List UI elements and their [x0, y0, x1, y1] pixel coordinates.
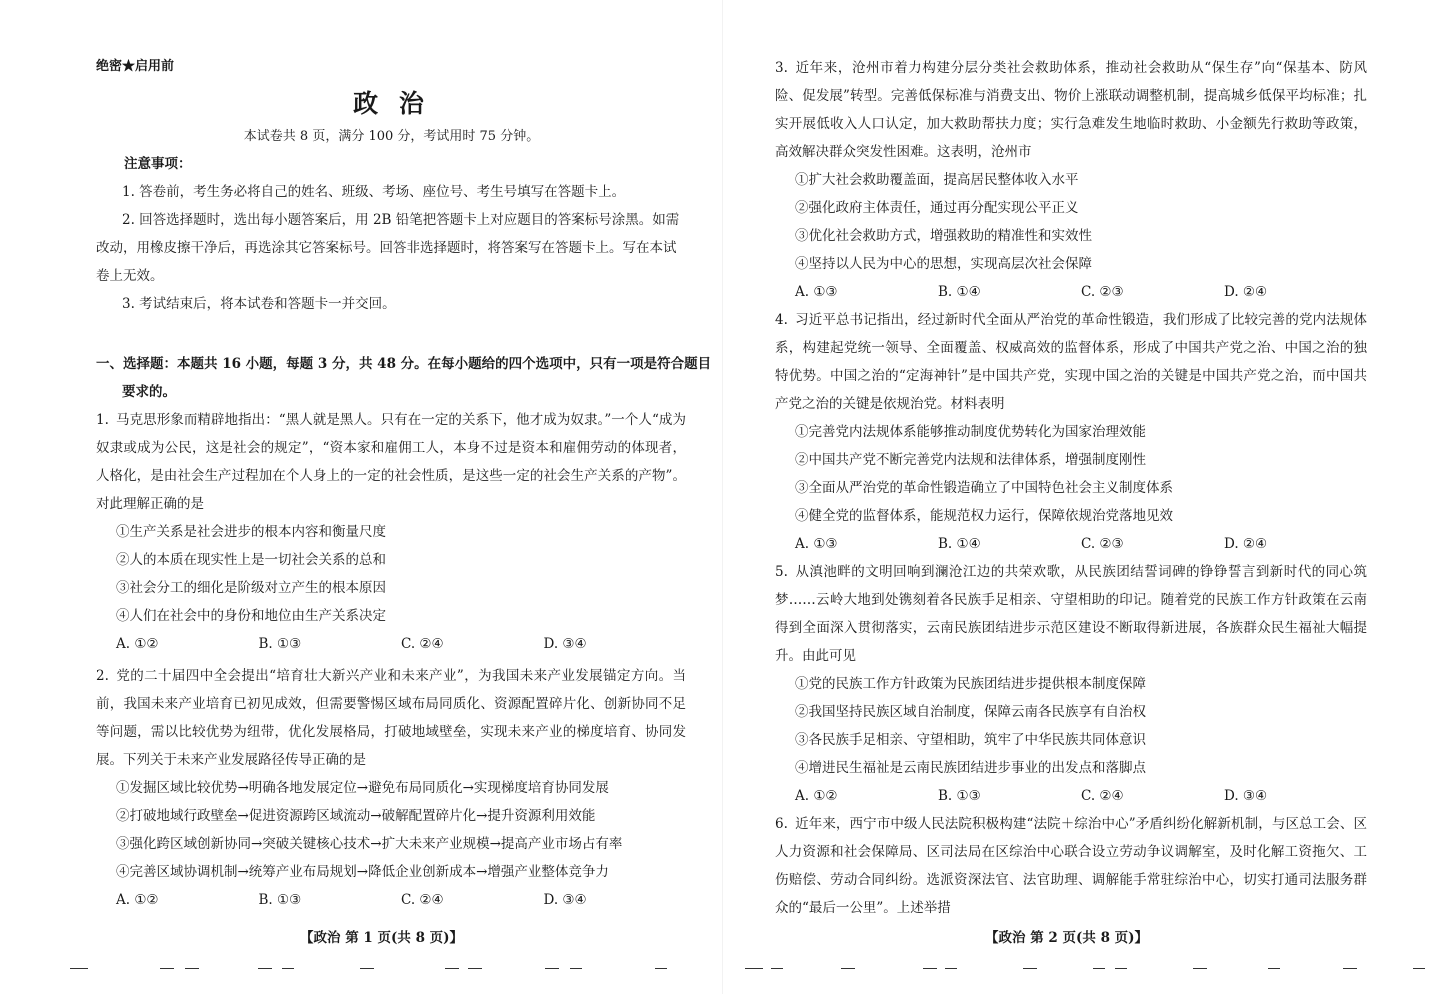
statement: ①生产关系是社会进步的根本内容和衡量尺度 — [116, 524, 386, 540]
notice-item: 1. 答卷前，考生务必将自己的姓名、班级、考场、座位号、考生号填写在答题卡上。 — [122, 184, 626, 200]
question-number: 1. — [96, 412, 109, 428]
option-d: D. ③④ — [543, 636, 587, 652]
margin-dashes — [723, 968, 1446, 970]
exam-title: 政 治 — [353, 89, 430, 118]
statement: ③各民族手足相亲、守望相助，筑牢了中华民族共同体意识 — [795, 732, 1146, 748]
statement: ②打破地域行政壁垒→促进资源跨区域流动→破解配置碎片化→提升资源利用效能 — [116, 808, 596, 824]
option-d: D. ②④ — [1224, 536, 1268, 552]
question-number: 2. — [96, 668, 109, 684]
answer-options — [96, 886, 686, 914]
option-b: B. ①③ — [938, 788, 981, 804]
statement: ③全面从严治党的革命性锻造确立了中国特色社会主义制度体系 — [795, 480, 1173, 496]
question-stem: 1. 马克思形象而精辟地指出：“黑人就是黑人。只有在一定的关系下，他才成为奴隶。”一个人“成为奴隶或成为公民，这是社会的规定”，“资本家和雇佣工人，本身不过是资本和雇佣劳动的体现者，人格化，是由社会生产过程加在个人身上的一定的社会性质，是这些一定的社会生产关系的产物”。对此理解正确的是 — [96, 406, 686, 518]
question-stem: 6. 近年来，西宁市中级人民法院积极构建“法院＋综治中心”矛盾纠纷化解新机制，与区总工会、区人力资源和社会保障局、区司法局在区综治中心联合设立劳动争议调解室，及时化解工资拖欠、工伤赔偿、劳动合同纠纷。选派资深法官、法官助理、调解能手常驻综治中心，切实打通司法服务群众的“最后一公里”。上述举措 — [775, 810, 1367, 922]
statement: ③优化社会救助方式，增强救助的精准性和实效性 — [795, 228, 1092, 244]
page-footer: 【政治 第 2 页(共 8 页)】 — [985, 930, 1149, 946]
option-b: B. ①③ — [258, 892, 302, 908]
option-c: C. ②④ — [401, 892, 444, 908]
notice-heading: 注意事项： — [124, 156, 192, 172]
question-stem: 5. 从滇池畔的文明回响到澜沧江边的共荣欢歌，从民族团结誓词碑的铮铮誓言到新时代的同心筑梦……云岭大地到处镌刻着各民族手足相亲、守望相助的印记。随着党的民族工作方针政策在云南得到全面深入贯彻落实，云南民族团结进步示范区建设不断取得新进展，各族群众民生福祉大幅提升。由此可见 — [775, 558, 1367, 670]
option-a: A. ①② — [116, 636, 159, 652]
statement: ②人的本质在现实性上是一切社会关系的总和 — [116, 552, 386, 568]
question-number: 3. — [775, 60, 788, 76]
statement: ②中国共产党不断完善党内法规和法律体系，增强制度刚性 — [795, 452, 1146, 468]
statement: ②我国坚持民族区域自治制度，保障云南各民族享有自治权 — [795, 704, 1146, 720]
answer-options — [775, 782, 1367, 810]
option-a: A. ①② — [795, 788, 838, 804]
statement: ④健全党的监督体系，能规范权力运行，保障依规治党落地见效 — [795, 508, 1173, 524]
option-c: C. ②④ — [401, 636, 444, 652]
statement: ④坚持以人民为中心的思想，实现高层次社会保障 — [795, 256, 1092, 272]
answer-options — [775, 278, 1367, 306]
question-4 — [775, 306, 1367, 558]
exam-page-2 — [723, 0, 1446, 994]
option-b: B. ①④ — [938, 536, 981, 552]
question-stem: 4. 习近平总书记指出，经过新时代全面从严治党的革命性锻造，我们形成了比较完善的党内法规体系，构建起党统一领导、全面覆盖、权威高效的监督体系，形成了中国共产党之治、中国之治的独特优势。中国之治的“定海神针”是中国共产党，实现中国之治的关键是中国共产党之治，而中国共产党之治的关键是依规治党。材料表明 — [775, 306, 1367, 418]
option-d: D. ②④ — [1224, 284, 1268, 300]
answer-options — [775, 530, 1367, 558]
option-b: B. ①③ — [258, 636, 302, 652]
statement: ③社会分工的细化是阶级对立产生的根本原因 — [116, 580, 386, 596]
option-d: D. ③④ — [543, 892, 587, 908]
question-stem: 2. 党的二十届四中全会提出“培育壮大新兴产业和未来产业”，为我国未来产业发展锚定方向。当前，我国未来产业培育已初见成效，但需要警惕区域布局同质化、资源配置碎片化、创新协同不足等问题，需以比较优势为纽带，优化发展格局，打破地域壁垒，实现未来产业的梯度培育、协同发展。下列关于未来产业发展路径传导正确的是 — [96, 662, 686, 774]
question-6 — [775, 810, 1367, 922]
statement: ①扩大社会救助覆盖面，提高居民整体收入水平 — [795, 172, 1079, 188]
question-number: 6. — [775, 816, 788, 832]
option-c: C. ②③ — [1081, 284, 1124, 300]
question-3 — [775, 54, 1367, 306]
statement: ③强化跨区域创新协同→突破关键核心技术→扩大未来产业规模→提高产业市场占有率 — [116, 836, 623, 852]
option-a: A. ①③ — [795, 536, 838, 552]
question-2 — [96, 662, 686, 914]
statement: ①党的民族工作方针政策为民族团结进步提供根本制度保障 — [795, 676, 1146, 692]
statement: ④人们在社会中的身份和地位由生产关系决定 — [116, 608, 386, 624]
question-number: 4. — [775, 312, 788, 328]
statement: ①发掘区域比较优势→明确各地发展定位→避免布局同质化→实现梯度培育协同发展 — [116, 780, 609, 796]
page-footer: 【政治 第 1 页(共 8 页)】 — [300, 930, 464, 946]
statement: ①完善党内法规体系能够推动制度优势转化为国家治理效能 — [795, 424, 1146, 440]
statement: ②强化政府主体责任，通过再分配实现公平正义 — [795, 200, 1079, 216]
confidential-label: 绝密★启用前 — [96, 59, 175, 74]
notice-item: 3. 考试结束后，将本试卷和答题卡一并交回。 — [122, 296, 396, 312]
question-1 — [96, 406, 686, 658]
option-c: C. ②④ — [1081, 788, 1124, 804]
margin-dashes — [0, 968, 723, 970]
option-d: D. ③④ — [1224, 788, 1268, 804]
option-c: C. ②③ — [1081, 536, 1124, 552]
question-5 — [775, 558, 1367, 810]
section-heading: 一、选择题：本题共 16 小题，每题 3 分，共 48 分。在每小题给的四个选项中，只有一项是符合题目要求的。 — [96, 356, 712, 400]
exam-subtitle: 本试卷共 8 页，满分 100 分，考试用时 75 分钟。 — [243, 129, 540, 144]
statement: ④完善区域协调机制→统筹产业布局规划→降低企业创新成本→增强产业整体竞争力 — [116, 864, 609, 880]
option-a: A. ①③ — [795, 284, 838, 300]
notice-item: 2. 回答选择题时，选出每小题答案后，用 2B 铅笔把答题卡上对应题目的答案标号涂黑。如需改动，用橡皮擦干净后，再选涂其它答案标号。回答非选择题时，将答案写在答题卡上。写在本试卷上无效。 — [96, 212, 680, 284]
statement: ④增进民生福祉是云南民族团结进步事业的出发点和落脚点 — [795, 760, 1146, 776]
question-stem: 3. 近年来，沧州市着力构建分层分类社会救助体系，推动社会救助从“保生存”向“保基本、防风险、促发展”转型。完善低保标准与消费支出、物价上涨联动调整机制，提高城乡低保平均标准；扎实开展低收入人口认定，加大救助帮扶力度；实行急难发生地临时救助、小金额先行救助等政策，高效解决群众突发性困难。这表明，沧州市 — [775, 54, 1367, 166]
option-a: A. ①② — [116, 892, 159, 908]
question-number: 5. — [775, 564, 788, 580]
option-b: B. ①④ — [938, 284, 981, 300]
answer-options — [96, 630, 686, 658]
